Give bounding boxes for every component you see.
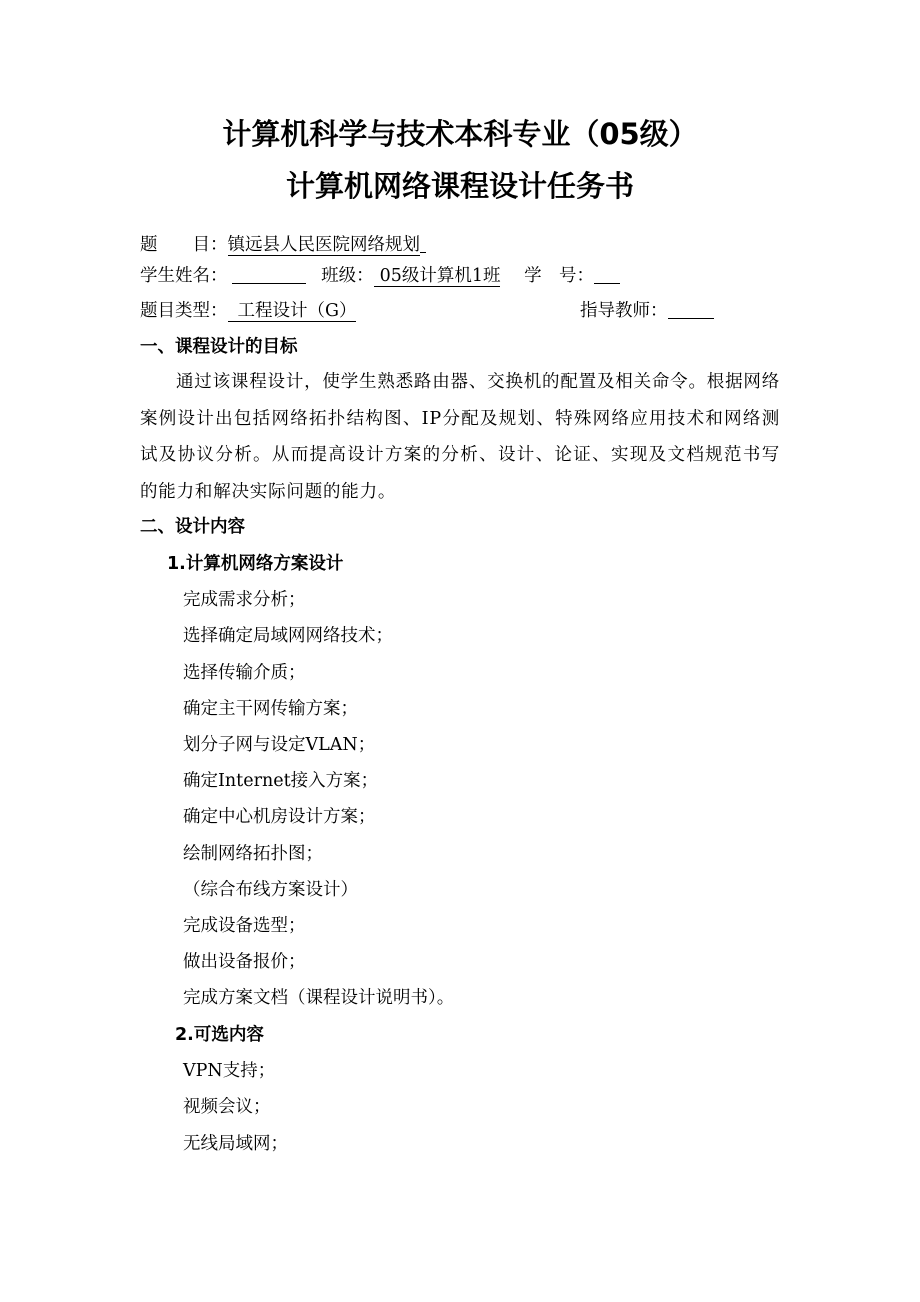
list-item: 选择确定局域网网络技术； [183, 626, 393, 646]
advisor-label: 指导教师： [580, 301, 668, 321]
sub2-heading: 2.可选内容 [175, 1025, 264, 1045]
student-row [140, 263, 620, 289]
section1-paragraph: 通过该课程设计，使学生熟悉路由器、交换机的配置及相关命令。根据网络案例设计出包括网络拓扑结构图、IP分配及规划、特殊网络应用技术和网络测试及协议分析。从而提高设计方案的分析、设计、论证、实现及文档规范书写的能力和解决实际问题的能力。 [140, 372, 780, 502]
student-name-blank [232, 265, 306, 284]
list-item: 确定中心机房设计方案； [183, 807, 376, 827]
topic-value: 镇远县人民医院网络规划 [227, 235, 420, 255]
list-item: 完成需求分析； [183, 590, 306, 610]
advisor-blank [668, 300, 714, 319]
class-label: 班级： [321, 266, 374, 286]
list-item: 确定Internet接入方案； [183, 771, 379, 791]
list-item: 选择传输介质； [183, 663, 306, 683]
list-item: 确定主干网传输方案； [183, 699, 358, 719]
document-title-line1: 计算机科学与技术本科专业（05级） [222, 117, 698, 151]
list-item: 完成设备选型； [183, 916, 306, 936]
list-item: 做出设备报价； [183, 952, 306, 972]
list-item: 绘制网络拓扑图； [183, 844, 323, 864]
sub1-heading: 1.计算机网络方案设计 [167, 554, 344, 574]
list-item: VPN支持； [183, 1061, 276, 1081]
topic-label: 题 目： [140, 235, 228, 255]
student-id-blank [594, 265, 620, 284]
student-name-label: 学生姓名： [140, 266, 228, 286]
topic-type-value: 工程设计（G） [228, 301, 357, 322]
document-title-line2: 计算机网络课程设计任务书 [285, 169, 634, 203]
advisor-row [580, 298, 714, 324]
topic-type-label: 题目类型： [140, 301, 228, 321]
student-id-label: 学 号： [524, 266, 595, 286]
section2-heading: 二、设计内容 [140, 517, 245, 537]
list-item: 无线局域网； [183, 1134, 288, 1154]
list-item: 视频会议； [183, 1097, 271, 1117]
list-item: 划分子网与设定VLAN； [183, 735, 376, 755]
topic-underline-tail [420, 234, 426, 253]
topic-row [140, 232, 426, 258]
section1-heading: 一、课程设计的目标 [140, 337, 298, 357]
topic-type-row [140, 298, 356, 324]
list-item: 完成方案文档（课程设计说明书）。 [183, 988, 455, 1008]
list-item: （综合布线方案设计） [183, 880, 358, 900]
class-value: 05级计算机1班 [374, 266, 501, 287]
